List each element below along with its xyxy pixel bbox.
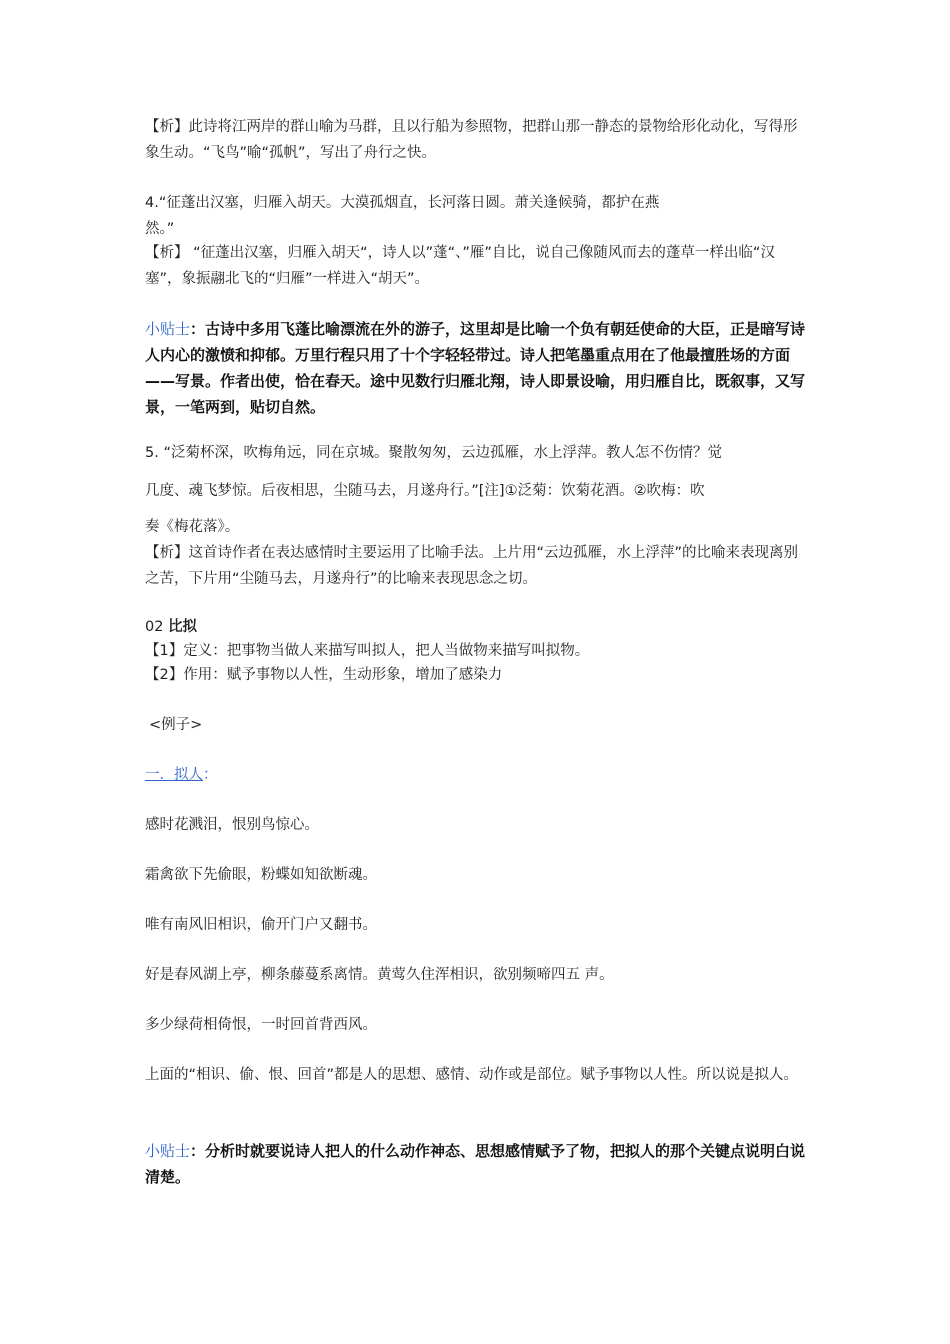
example-line-1: 感时花溅泪，恨别鸟惊心。 bbox=[145, 817, 319, 833]
function-line: 【2】作用：赋予事物以人性，生动形象，增加了感染力 bbox=[145, 667, 503, 683]
poem-4-line-1: 4.“征蓬出汉塞，归雁入胡天。大漠孤烟直，长河落日圆。萧关逢候骑，都护在燕 bbox=[145, 195, 660, 211]
example-line-4: 好是春风湖上亭，柳条藤蔓系离情。黄莺久住浑相识，欲别频啼四五 声。 bbox=[145, 967, 614, 983]
sub-heading: 一．拟人： bbox=[145, 767, 218, 783]
tip-label: 小贴士 bbox=[145, 1142, 191, 1160]
summary-paragraph: 上面的“相识、偷、恨、回首”都是人的思想、感情、动作或是部位。赋予事物以人性。所以说是拟人。 bbox=[145, 1067, 799, 1083]
tip-paragraph-1 bbox=[145, 316, 810, 420]
poem-5-line-1: 5. “泛菊杯深，吹梅角远，同在京城。聚散匆匆，云边孤雁，水上浮萍。教人怎不伤情？觉 bbox=[145, 445, 722, 461]
section-title: 比拟 bbox=[168, 619, 198, 635]
example-line-3: 唯有南风旧相识，偷开门户又翻书。 bbox=[145, 917, 377, 933]
example-line-5: 多少绿荷相倚恨，一时回首背西风。 bbox=[145, 1017, 377, 1033]
tip-text: ：分析时就要说诗人把人的什么动作神态、思想感情赋予了物，把拟人的那个关键点说明白说清楚。 bbox=[145, 1142, 806, 1186]
tip-text: ：古诗中多用飞蓬比喻漂流在外的游子，这里却是比喻一个负有朝廷使命的大臣，正是暗写诗人内心的激愤和抑郁。万里行程只用了十个字轻轻带过。诗人把笔墨重点用在了他最擅胜场的方面——写景。作者出使，恰在春天。途中见数行归雁北翔，诗人即景设喻，用归雁自比，既叙事，又写景，一笔两到，贴切自然。 bbox=[145, 320, 806, 416]
poem-5-line-2: 几度、魂飞梦惊。后夜相思，尘随马去，月遂舟行。”[注]①泛菊：饮菊花酒。②吹梅：吹 bbox=[145, 483, 705, 499]
example-line-2: 霜禽欲下先偷眼，粉蝶如知欲断魂。 bbox=[145, 867, 377, 883]
example-label: <例子> bbox=[149, 717, 203, 733]
section-heading bbox=[145, 614, 810, 640]
poem-4-line-2: 然。” bbox=[145, 221, 175, 237]
tip-label: 小贴士 bbox=[145, 320, 191, 338]
poem-5-line-3: 奏《梅花落》。 bbox=[145, 519, 240, 535]
analysis-paragraph-4: 【析】 “征蓬出汉塞，归雁入胡天“，诗人以”蓬“、”雁”自比，说自己像随风而去的蓬草一样出临“汉塞”，象振翮北飞的“归雁”一样进入“胡天”。 bbox=[145, 245, 775, 287]
section-number: 02 bbox=[145, 619, 164, 635]
analysis-paragraph-1: 【析】此诗将江两岸的群山喻为马群，且以行船为参照物，把群山那一静态的景物给形化动化，写得形象生动。“飞鸟”喻“孤帆”，写出了舟行之快。 bbox=[145, 119, 798, 161]
definition-line: 【1】定义：把事物当做人来描写叫拟人，把人当做物来描写叫拟物。 bbox=[145, 643, 590, 659]
tip-paragraph-2 bbox=[145, 1138, 810, 1190]
analysis-paragraph-5: 【析】这首诗作者在表达感情时主要运用了比喻手法。上片用“云边孤雁，水上浮萍”的比喻来表现离别之苦，下片用“尘随马去，月遂舟行”的比喻来表现思念之切。 bbox=[145, 545, 799, 587]
sub-heading-link[interactable]: 一．拟人 bbox=[145, 767, 203, 783]
